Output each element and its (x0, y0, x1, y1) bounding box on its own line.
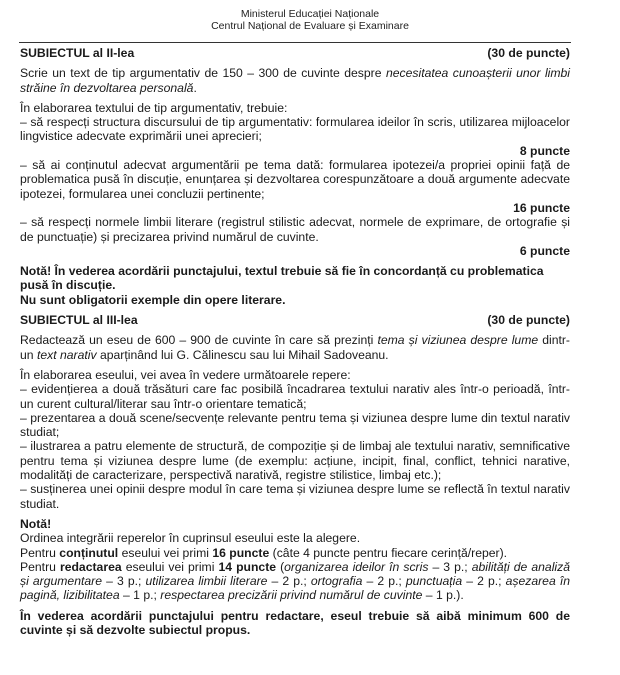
criterion-points-row (20, 144, 570, 158)
redaction-criterion: ortografia (310, 574, 363, 589)
redaction-criterion: abilități de analiză și argumentare (20, 559, 570, 589)
subject-3-content-scoring (20, 546, 570, 560)
prompt-text: Scrie un text de tip argumentativ de 150 – 300 de cuvinte despre (20, 66, 386, 81)
subject-3-final-note: În vederea acordării punctajului pentru redactare, eseul trebuie să aibă minimum 600 de cuvinte și să dezvolte subiectul propus. (20, 608, 570, 637)
criterion-points: 6 puncte (519, 243, 570, 258)
prompt-topic: necesitatea cunoașterii unor limbi străine în dezvoltarea personală (20, 66, 570, 95)
prompt-end: . (193, 80, 197, 95)
criterion-text: – să respecți structura discursului de tip argumentativ: formularea ideilor în scris, utilizarea mijloacelor lingvistice adecvate exprimării unei aprecieri; (20, 115, 570, 144)
scoring-text: eseului vei primi (121, 559, 219, 574)
redaction-criterion: utilizarea limbii literare (145, 574, 268, 589)
subject-2-intro: În elaborarea textului de tip argumentativ, trebuie: (20, 100, 288, 115)
guideline-item: – ilustrarea a patru elemente de structură, de compoziție și de limbaj ale textului narativ, semnificative pentru tema și viziunea despre lume (de exemplu: acțiune, incipit, final, conflict, tehnici narative, modalități de caracterizare, perspectivă narativă, registre stilistice, limbaj etc.); (20, 439, 570, 483)
center-name: Centrul Național de Evaluare și Examinare (211, 20, 409, 32)
guideline-item: – prezentarea a două scene/secvențe relevante pentru tema și viziunea despre lume din textul narativ studiat; (20, 410, 570, 440)
criterion-points-row (20, 201, 570, 215)
prompt-text: dintr-un (20, 333, 570, 362)
scoring-text: eseului vei primi (118, 545, 213, 560)
redaction-criterion-points: – 3 p.; (102, 574, 146, 589)
ministry-name: Ministerul Educației Naționale (240, 8, 380, 20)
scoring-text: (câte 4 puncte pentru fiecare cerință/reper). (269, 545, 508, 560)
subject-2-criteria (20, 115, 570, 258)
guideline-item: – evidențierea a două trăsături care fac posibilă încadrarea textului narativ ales într-o perioadă, într-un curent cultural/literar sau într-o orientare tematică; (20, 382, 570, 411)
subject-3-title: SUBIECTUL al III-lea (20, 313, 138, 328)
scoring-text: Pentru (20, 545, 60, 560)
criterion-text: – să respecți normele limbii literare (registrul stilistic adecvat, normele de exprimare, de ortografie și de punctuație) și precizarea privind numărul de cuvinte. (20, 215, 570, 244)
subject-2-points: (30 de puncte) (487, 46, 570, 60)
redaction-criterion-points: – 1 p.; (119, 588, 161, 603)
subject-3-note-order: Ordinea integrării reperelor în cuprinsul eseului este la alegere. (20, 531, 361, 546)
criterion-item (20, 158, 570, 201)
criterion-item (20, 215, 570, 244)
redaction-criterion-points: – 1 p.). (422, 588, 464, 603)
criterion-text: – să ai conținutul adecvat argumentării pe tema dată: formularea ipotezei/a propriei opinii față de problematica pusă în discuție, enunțarea și dezvoltarea corespunzătoare a două argumente adecvate ipotezei, formularea unei concluzii pertinente; (20, 158, 570, 201)
subject-3-heading (20, 313, 570, 327)
subject-2-heading (20, 46, 570, 60)
scoring-points: 16 puncte (212, 545, 270, 560)
prompt-text: Redactează un eseu de 600 – 900 de cuvinte în care să prezinți (20, 333, 378, 348)
scoring-points: 14 puncte (218, 559, 277, 574)
scoring-keyword: conținutul (59, 545, 119, 560)
redaction-criterion-points: – 2 p.; (362, 574, 406, 589)
criterion-points: 16 puncte (513, 200, 570, 215)
subject-2-note-examples: Nu sunt obligatorii exemple din opere literare. (20, 292, 286, 307)
redaction-criterion-points: – 2 p.; (462, 574, 506, 589)
guideline-item: – susținerea unei opinii despre modul în care tema și viziunea despre lume se reflectă în textul narativ studiat. (20, 482, 570, 511)
subject-2-prompt (20, 66, 570, 95)
prompt-authors: aparținând lui G. Călinescu sau lui Mihail Sadoveanu. (96, 347, 389, 362)
redaction-criterion-points: – 2 p.; (267, 574, 311, 589)
subject-3-points: (30 de puncte) (487, 313, 570, 328)
prompt-text-type: text narativ (36, 347, 97, 362)
subject-3-redaction-scoring (20, 560, 570, 603)
criterion-points-row (20, 244, 570, 258)
redaction-criterion: respectarea precizării privind numărul de cuvinte (160, 588, 423, 603)
document-header (0, 8, 620, 32)
scoring-text: ( (276, 559, 285, 574)
header-divider (19, 42, 571, 43)
redaction-criterion: organizarea ideilor în scris (284, 559, 429, 574)
subject-2-title: SUBIECTUL al II-lea (20, 46, 135, 60)
redaction-criterion: așezarea în pagină, lizibilitatea (20, 574, 570, 603)
scoring-text: Pentru (20, 559, 60, 574)
subject-3-intro: În elaborarea eseului, vei avea în vedere următoarele repere: (20, 367, 351, 382)
subject-2-note: Notă! În vederea acordării punctajului, textul trebuie să fie în concordanță cu problematica pusă în discuție. (20, 264, 544, 293)
redaction-criterion-points: – 3 p.; (428, 559, 472, 574)
criterion-points: 8 puncte (519, 143, 570, 158)
scoring-keyword: redactarea (59, 559, 122, 574)
redaction-criterion: punctuația (405, 574, 463, 589)
subject-3-note-title: Notă! (20, 516, 52, 531)
criterion-item (20, 115, 570, 144)
exam-content (20, 46, 570, 637)
prompt-topic: tema și viziunea despre lume (377, 333, 539, 348)
subject-3-prompt (20, 333, 570, 362)
subject-3-guidelines (20, 382, 570, 511)
